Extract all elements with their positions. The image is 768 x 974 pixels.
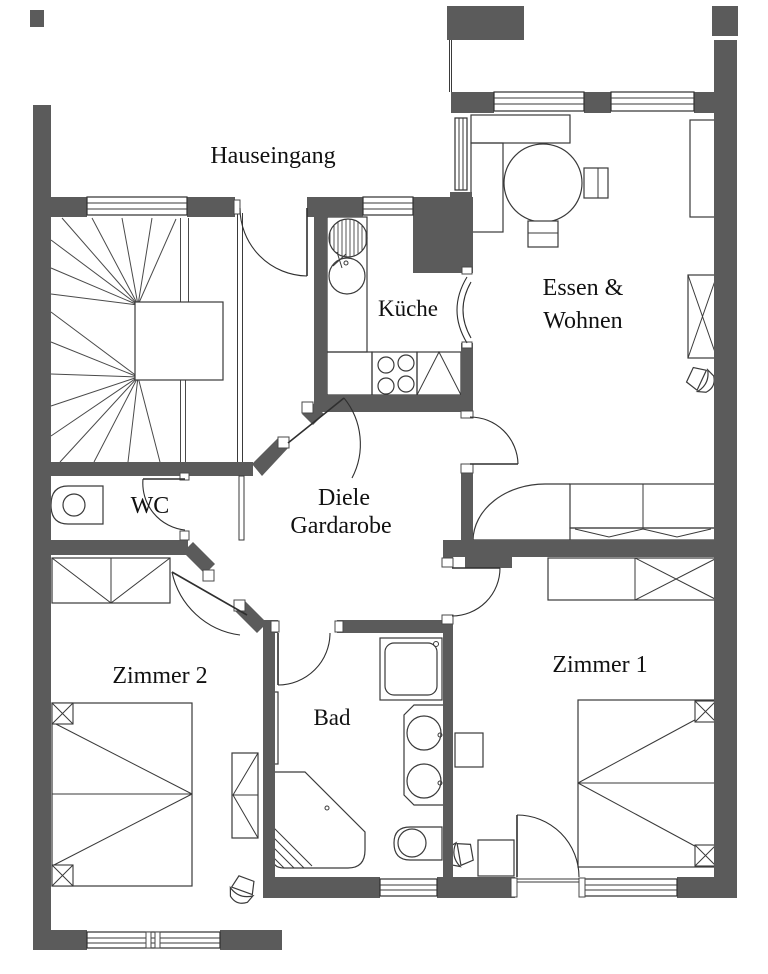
wall: [220, 930, 282, 950]
wall: [694, 92, 737, 113]
window: [87, 932, 220, 948]
shower-icon: [380, 638, 442, 700]
kitchen-archway: [457, 277, 471, 343]
wall: [263, 633, 275, 898]
dresser: [455, 733, 483, 767]
wall: [307, 197, 363, 217]
bathroom-fixtures: [271, 638, 443, 868]
wall: [51, 462, 253, 476]
burner-icon: [398, 355, 414, 371]
wall-right: [714, 40, 737, 898]
sofa-icon: [473, 484, 717, 540]
label-hauseingang: Hauseingang: [210, 143, 336, 169]
window: [611, 92, 694, 111]
wall: [461, 473, 473, 540]
desk-chair-icon: [226, 874, 257, 906]
zimmer2-furniture: [52, 558, 258, 907]
window: [455, 118, 467, 190]
window: [494, 92, 584, 111]
wall-cut-mark: [712, 6, 738, 36]
window: [380, 879, 437, 896]
wall: [33, 105, 51, 197]
door-opening: [441, 567, 455, 616]
wall-cut-mark: [447, 6, 524, 40]
label-zimmer2: Zimmer 2: [112, 663, 208, 689]
burner-icon: [378, 378, 394, 394]
wall-left: [33, 197, 51, 950]
wall: [33, 197, 87, 217]
window: [87, 197, 187, 215]
entrance-door: [240, 208, 307, 276]
sideboard-top: [471, 115, 570, 143]
wall: [33, 930, 87, 950]
wall: [314, 217, 327, 395]
wall-cut-line: [450, 40, 452, 92]
burner-icon: [398, 376, 414, 392]
label-kueche: Küche: [377, 296, 439, 321]
desk: [478, 840, 514, 876]
double-washbasin-icon: [404, 705, 443, 805]
label-wc: WC: [130, 493, 170, 519]
wall: [337, 620, 443, 633]
exterior-door: [517, 815, 579, 882]
staircase: [51, 213, 243, 462]
kitchen-sink-icon: [329, 219, 367, 257]
wc-toilet-icon: [51, 486, 103, 524]
kitchen-counter-cell: [327, 352, 372, 395]
wardrobe-icon: [548, 558, 717, 600]
double-bed-icon: [578, 700, 717, 867]
wardrobe-icon: [52, 558, 170, 603]
label-essen-wohnen-2: Wohnen: [543, 308, 623, 334]
wall-pier: [584, 92, 611, 113]
wall: [33, 540, 188, 555]
kitchen-sink-basin-icon: [329, 258, 365, 294]
dining-chair-icon: [528, 221, 558, 247]
wall: [443, 540, 717, 557]
label-diele-2: Gardarobe: [290, 513, 392, 539]
cabinet: [690, 120, 717, 217]
tv-chair-icon: [685, 364, 718, 397]
living-room-door: [470, 417, 518, 464]
stair-railing: [238, 213, 243, 462]
wall: [451, 92, 494, 113]
window: [583, 879, 677, 896]
wardrobe-cabinet-icon: [688, 275, 717, 358]
window: [363, 197, 413, 215]
sideboard-left: [471, 143, 503, 232]
burner-icon: [378, 357, 394, 373]
double-bed-icon: [52, 703, 192, 886]
zimmer1-door: [452, 568, 500, 616]
stair-landing-platform: [135, 302, 223, 380]
zimmer1-furniture: [445, 558, 717, 876]
label-essen-wohnen-1: Essen &: [542, 275, 624, 301]
wall-cut-mark: [30, 10, 44, 27]
wall-pier: [450, 192, 472, 213]
partition-thin: [239, 476, 244, 540]
wall: [437, 877, 515, 898]
wall: [461, 343, 473, 413]
label-bad: Bad: [313, 705, 351, 730]
wall: [263, 877, 380, 898]
dining-chair-icon: [584, 168, 608, 198]
dresser-icon: [232, 753, 258, 838]
wall: [677, 877, 737, 898]
wall: [187, 197, 235, 217]
wall-chimney: [465, 557, 512, 568]
bathroom-door: [278, 633, 330, 685]
walls: [30, 6, 738, 950]
label-diele-1: Diele: [318, 485, 370, 511]
toilet-icon: [394, 827, 442, 860]
fridge-icon: [417, 352, 461, 395]
corner-bathtub-icon: [272, 772, 365, 868]
label-zimmer1: Zimmer 1: [552, 652, 648, 678]
dining-table-icon: [504, 144, 582, 222]
